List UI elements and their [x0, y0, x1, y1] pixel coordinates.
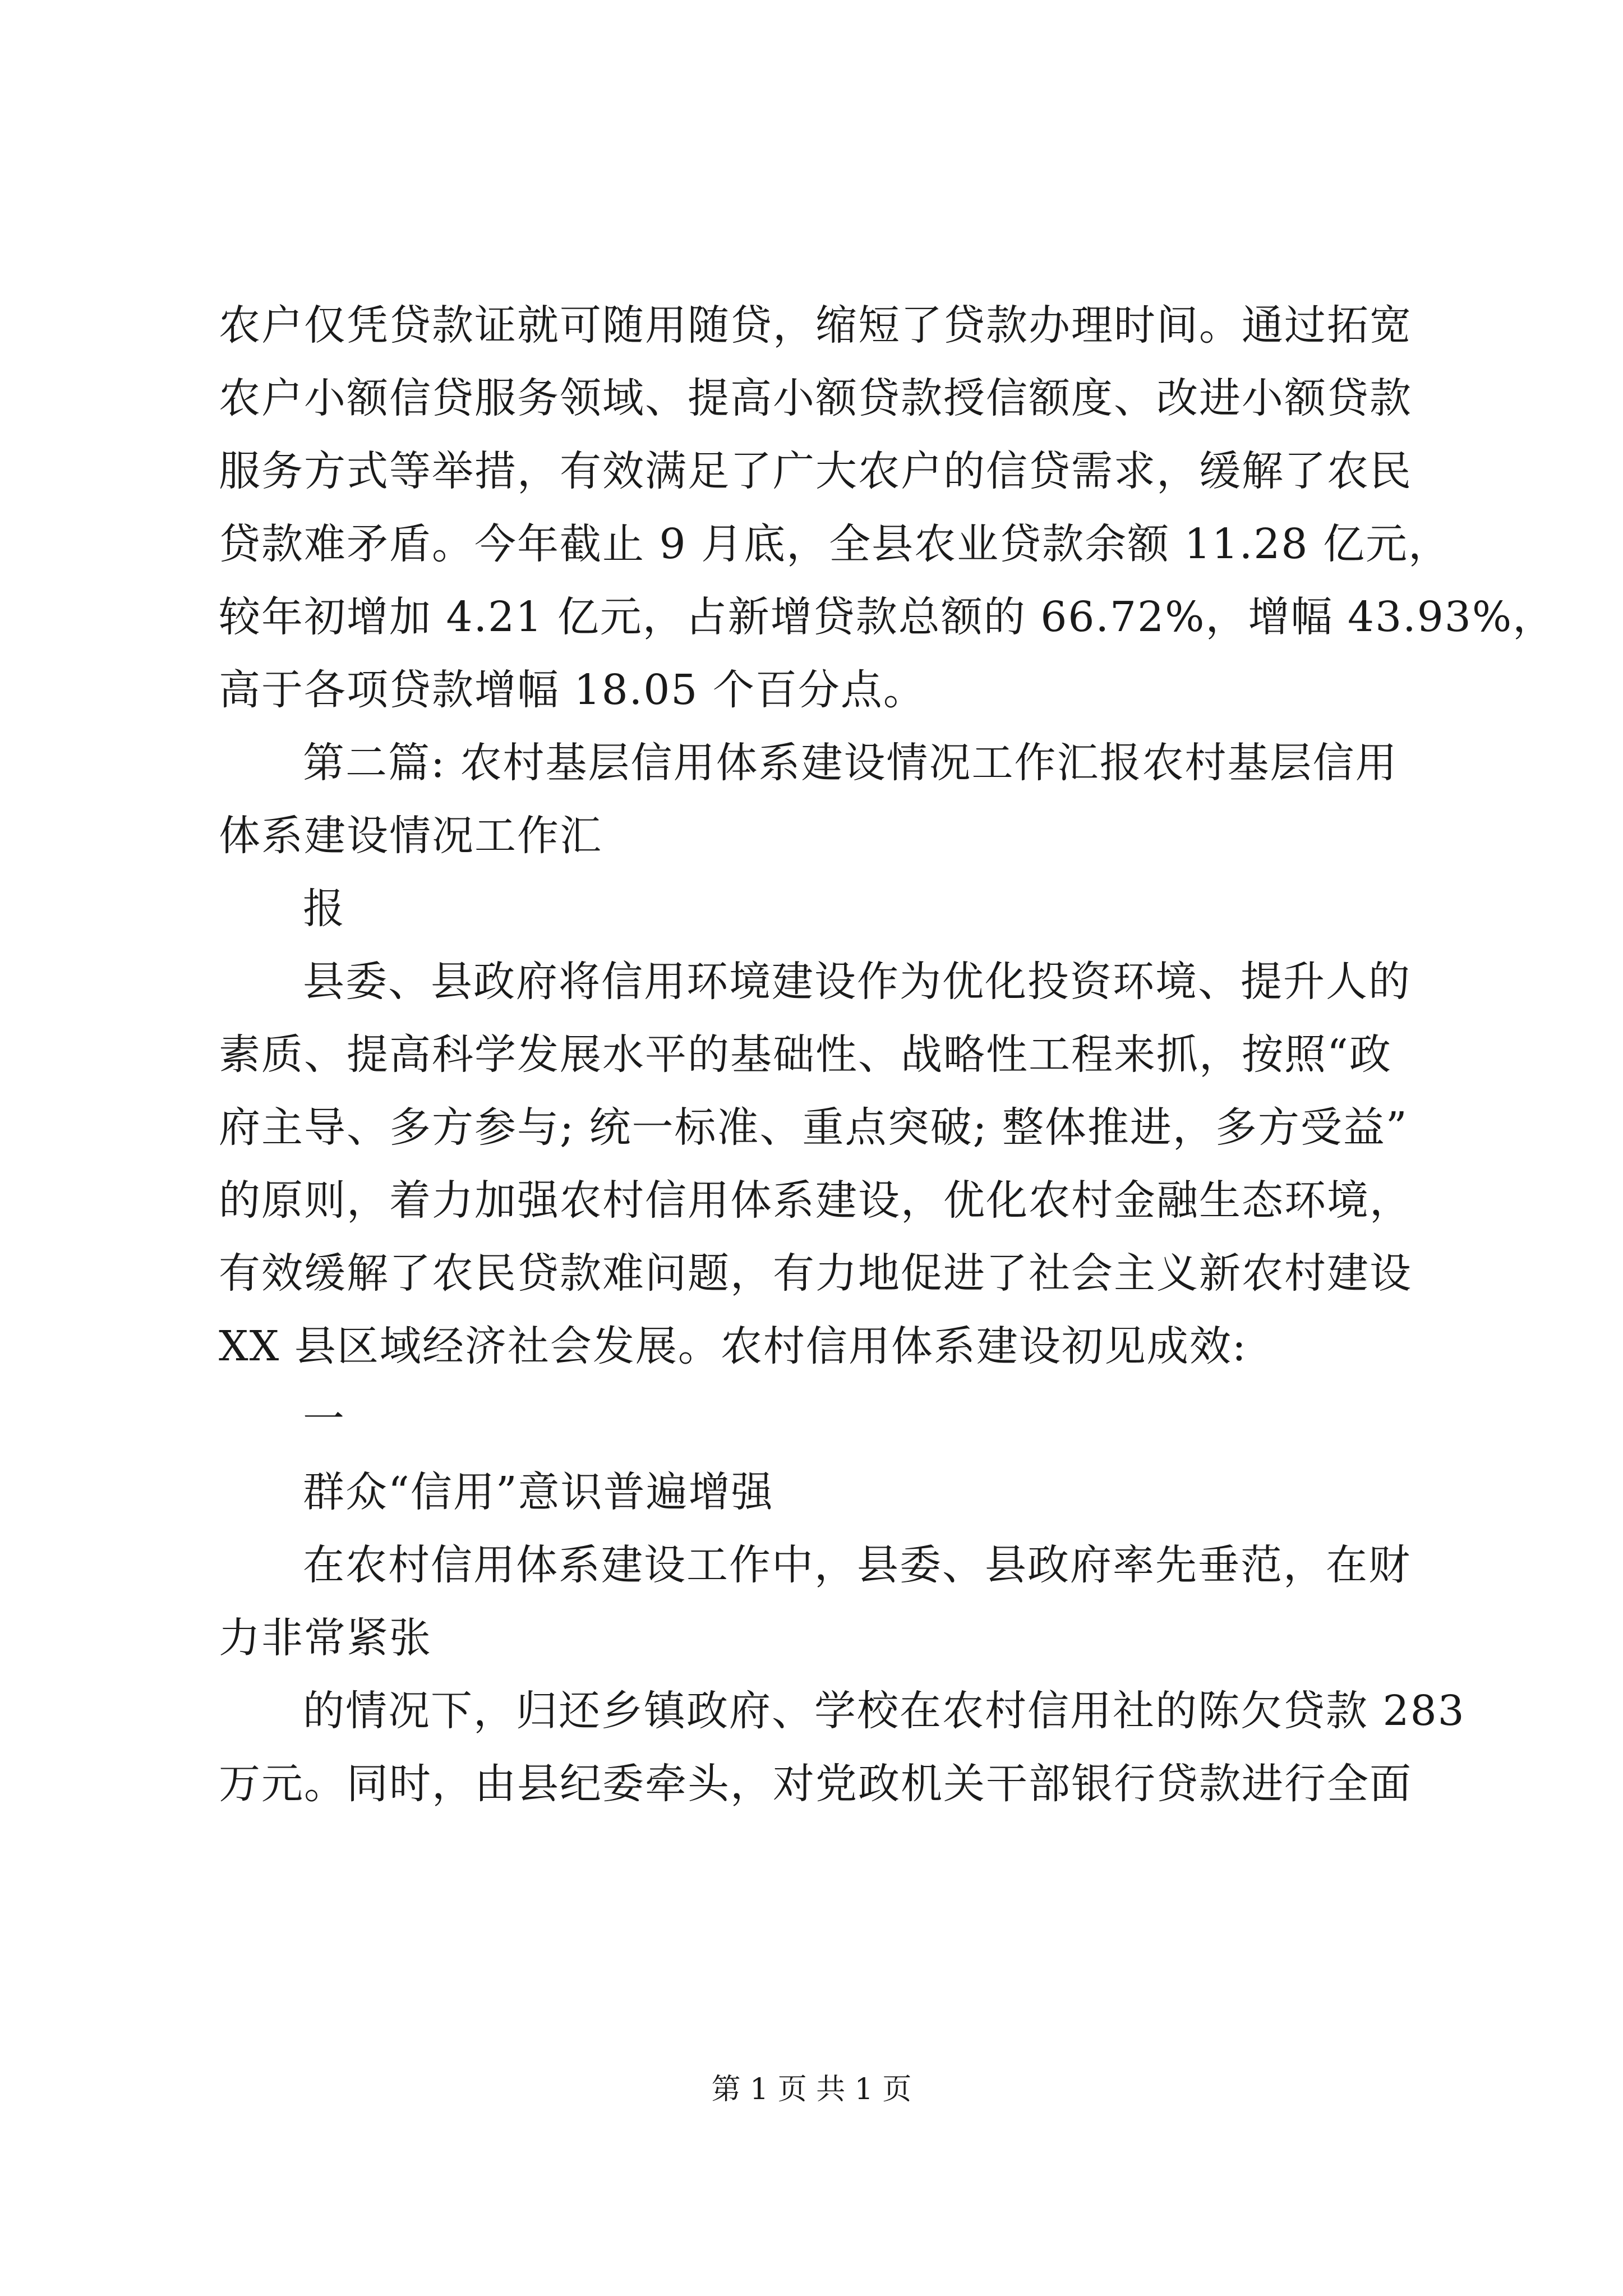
- body-text-line: 在农村信用体系建设工作中，县委、县政府率先垂范，在财: [303, 1541, 1411, 1589]
- body-text-line: 较年初增加 4.21 亿元，占新增贷款总额的 66.72%，增幅 43.93%，: [219, 593, 1556, 641]
- body-text-line: 的原则，着力加强农村信用体系建设，优化农村金融生态环境，: [219, 1176, 1412, 1225]
- body-text-line: 力非常紧张: [219, 1614, 432, 1662]
- body-text-line: 服务方式等举措，有效满足了广大农户的信贷需求，缓解了农民: [219, 447, 1412, 495]
- section-heading-line: 报: [303, 885, 345, 933]
- section-heading-line: 第二篇: 农村基层信用体系建设情况工作汇报农村基层信用: [303, 739, 1398, 787]
- body-text-line: 素质、提高科学发展水平的基础性、战略性工程来抓，按照“政: [219, 1030, 1392, 1079]
- section-heading-line: 体系建设情况工作汇: [219, 812, 602, 860]
- list-number-line: 一: [303, 1395, 345, 1443]
- body-text-line: XX 县区域经济社会发展。农村信用体系建设初见成效:: [219, 1322, 1247, 1370]
- body-text-line: 农户小额信贷服务领域、提高小额贷款授信额度、改进小额贷款: [219, 374, 1412, 422]
- body-text-line: 县委、县政府将信用环境建设作为优化投资环境、提升人的: [303, 958, 1411, 1006]
- body-text-line: 的情况下，归还乡镇政府、学校在农村信用社的陈欠贷款 283: [303, 1687, 1465, 1735]
- subheading-line: 群众“信用”意识普遍增强: [303, 1468, 774, 1516]
- body-text-line: 府主导、多方参与; 统一标准、重点突破; 整体推进，多方受益”: [219, 1103, 1408, 1152]
- body-text-line: 农户仅凭贷款证就可随用随贷，缩短了贷款办理时间。通过拓宽: [219, 301, 1412, 349]
- body-text-line: 有效缓解了农民贷款难问题，有力地促进了社会主义新农村建设: [219, 1249, 1412, 1297]
- page-number-footer: 第 1 页 共 1 页: [711, 2073, 912, 2106]
- body-text-line: 贷款难矛盾。今年截止 9 月底，全县农业贷款余额 11.28 亿元，: [219, 520, 1451, 568]
- body-text-line: 万元。同时，由县纪委牵头，对党政机关干部银行贷款进行全面: [219, 1760, 1412, 1808]
- body-text-line: 高于各项贷款增幅 18.05 个百分点。: [219, 666, 926, 714]
